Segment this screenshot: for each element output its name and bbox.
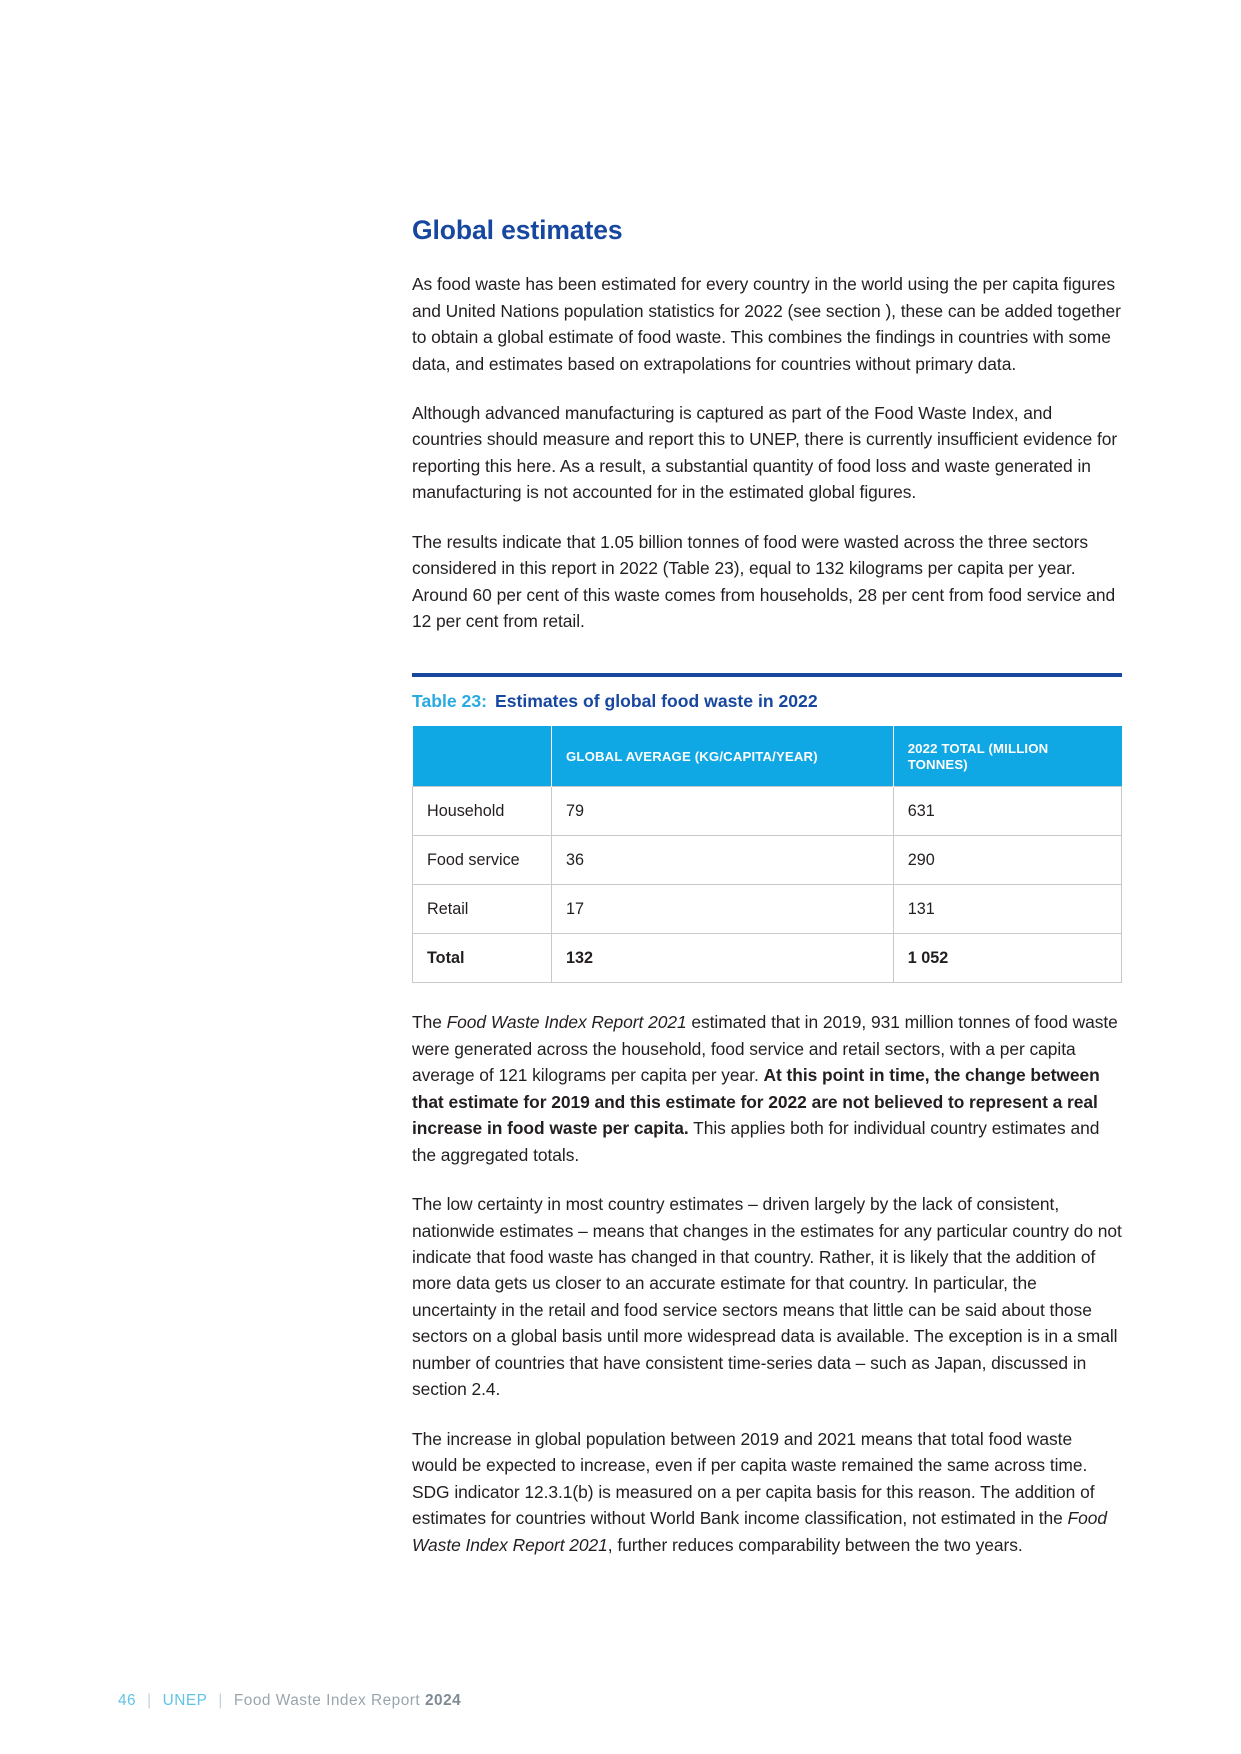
paragraph-manufacturing: Although advanced manufacturing is captured as part of the Food Waste Index, and countries should measure and report this to UNEP, there is currently insufficient evidence for reporting this here. As a result, a substantial quantity of food loss and waste generated in manufacturing is not accounted for in the estimated global figures. <box>412 402 1118 503</box>
text-run: , further reduces comparability between the two years. <box>607 1534 1023 1555</box>
table-top-rule <box>412 673 1122 677</box>
page-title: Global estimates <box>412 215 623 245</box>
column-header-sector <box>413 726 552 787</box>
column-header-total-2022: 2022 TOTAL (MILLION TONNES) <box>893 726 1121 787</box>
table-row <box>413 885 1122 934</box>
table-caption-label: Table 23: <box>412 690 487 711</box>
footer-organization: UNEP <box>162 1692 208 1709</box>
emphasis-statement: At this point in time, the change between that estimate for 2019 and this estimate for 2022 are not believed to represent a real increase in food waste per capita. <box>412 1065 1100 1139</box>
report-title-italic: Food Waste Index Report 2021 <box>446 1012 687 1033</box>
table-block <box>412 673 1122 984</box>
text-run: The <box>412 1012 447 1033</box>
table-caption-title: Estimates of global food waste in 2022 <box>494 690 818 711</box>
cell-global-average: 79 <box>551 787 893 836</box>
cell-global-average: 132 <box>551 934 893 983</box>
paragraph-2021-comparison <box>412 1009 1122 1168</box>
paragraph-results: The results indicate that 1.05 billion tonnes of food were wasted across the three sectors considered in this report in 2022 (Table 23), equal to 132 kilograms per capita per year. Around 60 per cent of this waste comes from households, 28 per cent from food service and 12 per cent from retail. <box>412 531 1116 632</box>
cell-sector: Total <box>413 934 552 983</box>
table-body <box>413 787 1122 983</box>
global-food-waste-table <box>412 726 1122 984</box>
table-row <box>413 836 1122 885</box>
cell-sector: Household <box>413 787 552 836</box>
paragraph-certainty: The low certainty in most country estimates – driven largely by the lack of consistent, nationwide estimates – means that changes in the estimates for any particular country do not indicate that food waste has changed in that country. Rather, it is likely that the addition of more data gets us closer to an accurate estimate for that country. In particular, the uncertainty in the retail and food service sectors means that little can be said about those sectors on a global basis until more widespread data is available. The exception is in a small number of countries that have consistent time-series data – such as Japan, discussed in section 2.4. <box>412 1194 1122 1400</box>
table-row <box>413 787 1122 836</box>
report-title-italic: Food Waste Index Report 2021 <box>412 1508 1107 1555</box>
footer-report-title: Food Waste Index Report <box>233 1692 425 1709</box>
table-row-total <box>413 934 1122 983</box>
footer-report-year: 2024 <box>424 1692 462 1709</box>
text-run: estimated that in 2019, 931 million tonnes of food waste were generated across the household, food service and retail sectors, with a per capita average of 121 kilograms per capita per year. <box>412 1012 1118 1086</box>
content-column <box>412 216 1122 1558</box>
table-header-row <box>413 726 1122 787</box>
page-footer <box>118 1692 461 1710</box>
cell-total-2022: 131 <box>893 885 1121 934</box>
footer-separator: | <box>147 1692 152 1709</box>
paragraph-population <box>412 1426 1122 1558</box>
table-header <box>413 726 1122 787</box>
footer-separator: | <box>218 1692 223 1709</box>
cell-total-2022: 290 <box>893 836 1121 885</box>
text-run: The increase in global population between 2019 and 2021 means that total food waste would be expected to increase, even if per capita waste remained the same across time. SDG indicator 12.3.1(b) is measured on a per capita basis for this reason. The addition of estimates for countries without World Bank income classification, not estimated in the <box>412 1428 1095 1529</box>
table-caption <box>412 691 1122 712</box>
text-run: This applies both for individual country estimates and the aggregated totals. <box>412 1118 1100 1165</box>
cell-sector: Retail <box>413 885 552 934</box>
footer-page-number: 46 <box>118 1692 137 1709</box>
cell-global-average: 36 <box>551 836 893 885</box>
cell-sector: Food service <box>413 836 552 885</box>
paragraph-intro: As food waste has been estimated for every country in the world using the per capita figures and United Nations population statistics for 2022 (see section ), these can be added together to obtain a global estimate of food waste. This combines the findings in countries with some data, and estimates based on extrapolations for countries without primary data. <box>412 274 1121 374</box>
column-header-global-average: GLOBAL AVERAGE (KG/CAPITA/YEAR) <box>551 726 893 787</box>
cell-total-2022: 1 052 <box>893 934 1121 983</box>
cell-global-average: 17 <box>551 885 893 934</box>
cell-total-2022: 631 <box>893 787 1121 836</box>
